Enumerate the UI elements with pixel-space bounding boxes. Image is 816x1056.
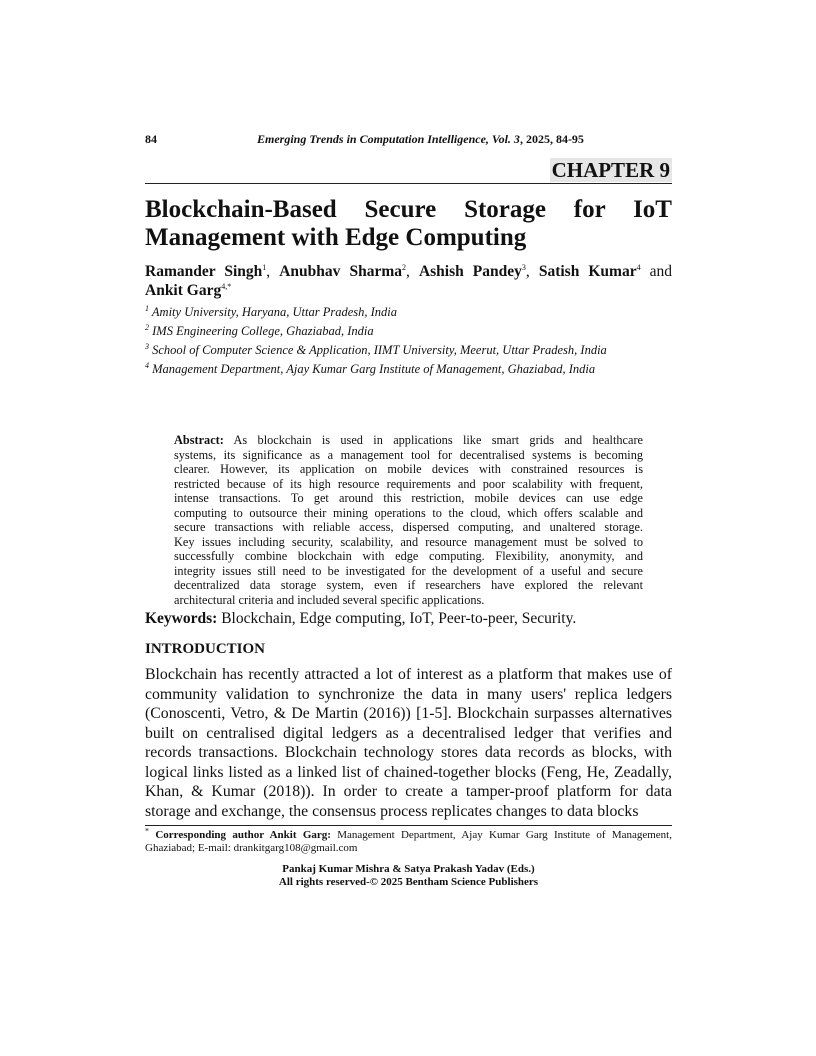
page-number: 84: [145, 132, 157, 146]
affiliation: $^3$ School of Computer Science & Application, IIMT University, Meerut, Uttar Pradesh, India: [145, 341, 607, 357]
section-heading: INTRODUCTION: [145, 641, 266, 657]
text-line: Khan, & Kumar (2018)). In order to create a tamper-proof platform for data: [145, 783, 672, 800]
publisher-info: Pankaj Kumar Mishra & Satya Prakash Yadav (Eds.) All rights reserved-© 2025 Bentham Science Publishers: [278, 863, 539, 888]
text-line: logical links listed as a linked list of chained-together blocks (Feng, He, Zeadally,: [145, 763, 672, 781]
text-line: built on centralised digital ledgers as a decentralised ledger that verifies and: [145, 724, 672, 742]
text-line: (Conoscenti, Vetro, & De Martin (2016)) [1-5]. Blockchain surpasses alternatives: [145, 705, 672, 722]
chapter-label: CHAPTER 9: [551, 158, 670, 182]
running-header: [145, 132, 672, 146]
text-line: records transactions. Blockchain technology stores data records as blocks, with: [145, 744, 672, 761]
text-line: storage and exchange, the consensus process replicates changes to data blocks: [145, 802, 639, 820]
text-line: integrity issues still need to be investigated for the development of a useful and secure: [174, 563, 643, 578]
text-line: restricted because of its high resource requirements and poor scalability with frequent,: [174, 476, 643, 491]
text-line: systems, its significance as a management tool for decentralised systems is becoming: [174, 447, 643, 462]
text-line: community validation to synchronize the data in many users' replica ledgers: [145, 685, 672, 703]
text-line: successfully combine blockchain with edge computing. Flexibility, anonymity, and: [174, 549, 643, 563]
text-line: architectural criteria and included several specific applications.: [174, 592, 485, 607]
chapter-title: Blockchain-Based Secure Storage for IoT Management with Edge Computing: [145, 196, 672, 251]
journal-citation: Emerging Trends in Computation Intelligence, Vol. 3, 2025, 84-95: [257, 132, 584, 146]
affiliation: $^1$ Amity University, Haryana, Uttar Pradesh, India: [145, 303, 398, 319]
text-line: decentralized data storage system, even if researchers have explored the relevant: [174, 578, 643, 592]
keywords: Keywords: Blockchain, Edge computing, IoT, Peer-to-peer, Security.: [145, 610, 577, 627]
text-line: secure transactions with reliable access, dispersed computing, and unaltered storage.: [174, 520, 643, 534]
text-line: computing to outsource their mining operations to the cloud, which offers scalable and: [174, 505, 643, 520]
affiliation: $^2$ IMS Engineering College, Ghaziabad, India: [145, 322, 374, 338]
header-rule: [145, 183, 672, 184]
text-line: intense transactions. To get around this restriction, mobile devices can use edge: [174, 491, 643, 505]
introduction-body: [145, 665, 672, 821]
abstract: [174, 433, 643, 607]
text-line: Key issues including security, scalability, and resource management must be solved to: [174, 534, 643, 549]
text-line: Abstract: As blockchain is used in applications like smart grids and healthcare: [174, 433, 643, 447]
affiliation: $^4$ Management Department, Ajay Kumar Garg Institute of Management, Ghaziabad, India: [145, 360, 596, 376]
text-line: Blockchain has recently attracted a lot of interest as a platform that makes use of: [145, 666, 672, 683]
footnote: * Corresponding author Ankit Garg: Management Department, Ajay Kumar Garg Institute of Management, Ghaziabad; E-mail: drankitgarg108@gmail.com: [145, 826, 672, 854]
text-line: clearer. However, its application on mobile devices with constrained resources is: [174, 462, 643, 476]
footnote-rule: [145, 825, 672, 826]
author-list: Ramander Singh$^1$, Anubhav Sharma$^2$, Ashish Pandey$^3$, Satish Kumar$^4$ and Ankit Garg$^{4,*}$: [145, 262, 673, 299]
